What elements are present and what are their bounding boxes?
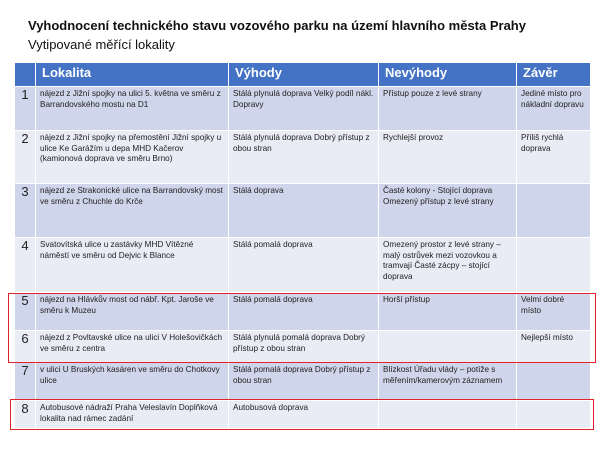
cell-lokalita: v ulici U Bruských kasáren ve směru do Chotkovy ulice — [36, 363, 229, 401]
table-row — [15, 363, 591, 401]
cell-zaver — [517, 238, 591, 293]
cell-lokalita: nájezd z Jižní spojky na přemostění Jižní spojky u ulice Ke Garážím u depa MHD Kačerov (kamionová doprava ve směru Brno) — [36, 131, 229, 184]
column-header-number — [15, 63, 36, 87]
column-header-nevyhody: Nevýhody — [379, 63, 517, 87]
row-number: 8 — [15, 401, 36, 429]
cell-nevyhody: Rychlejší provoz — [379, 131, 517, 184]
row-number: 6 — [15, 331, 36, 363]
cell-vyhody: Autobusová doprava — [229, 401, 379, 429]
cell-zaver: Nejlepší místo — [517, 331, 591, 363]
row-number: 2 — [15, 131, 36, 184]
cell-nevyhody: Blízkost Úřadu vlády – potíže s měřením/kamerovým záznamem — [379, 363, 517, 401]
cell-nevyhody: Přístup pouze z levé strany — [379, 87, 517, 131]
column-header-vyhody: Výhody — [229, 63, 379, 87]
table-row — [15, 238, 591, 293]
table-row — [15, 131, 591, 184]
row-number: 4 — [15, 238, 36, 293]
cell-lokalita: Svatovítská ulice u zastávky MHD Vítězné náměstí ve směru od Dejvic k Blance — [36, 238, 229, 293]
row-number: 7 — [15, 363, 36, 401]
cell-vyhody: Stálá pomalá doprava Dobrý přístup z obou stran — [229, 363, 379, 401]
cell-vyhody: Stálá plynulá doprava Dobrý přístup z obou stran — [229, 131, 379, 184]
highlight-box-rows-5-6 — [8, 293, 596, 363]
cell-lokalita: nájezd z Jižní spojky na ulici 5. května ve směru z Barrandovského mostu na D1 — [36, 87, 229, 131]
cell-zaver: Příliš rychlá doprava — [517, 131, 591, 184]
cell-vyhody: Stálá plynulá doprava Velký podíl nákl. Dopravy — [229, 87, 379, 131]
cell-zaver: Velmi dobré místo — [517, 293, 591, 331]
cell-lokalita: nájezd z Povltavské ulice na ulici V Holešovičkách ve směru z centra — [36, 331, 229, 363]
page-subtitle: Vytipované měřící lokality — [28, 37, 175, 52]
cell-zaver — [517, 184, 591, 238]
table-row — [15, 184, 591, 238]
highlight-box-row-8 — [10, 399, 594, 430]
cell-nevyhody: Horší přístup — [379, 293, 517, 331]
row-number: 5 — [15, 293, 36, 331]
locations-table — [14, 62, 591, 429]
cell-vyhody: Stálá doprava — [229, 184, 379, 238]
cell-lokalita: nájezd na Hlávkův most od nábř. Kpt. Jaroše ve směru k Muzeu — [36, 293, 229, 331]
cell-vyhody: Stálá pomalá doprava — [229, 238, 379, 293]
cell-vyhody: Stálá pomalá doprava — [229, 293, 379, 331]
column-header-zaver: Závěr — [517, 63, 591, 87]
cell-zaver — [517, 363, 591, 401]
row-number: 3 — [15, 184, 36, 238]
cell-zaver: Jediné místo pro nákladní dopravu — [517, 87, 591, 131]
table-header-row — [15, 63, 591, 87]
page-title: Vyhodnocení technického stavu vozového parku na území hlavního města Prahy — [28, 18, 526, 33]
cell-nevyhody: Omezený prostor z levé strany – malý ostrůvek mezi vozovkou a tramvají Časté zácpy – stojící doprava — [379, 238, 517, 293]
cell-nevyhody: Časté kolony - Stojící doprava Omezený přístup z levé strany — [379, 184, 517, 238]
cell-vyhody: Stálá plynulá pomalá doprava Dobrý přístup z obou stran — [229, 331, 379, 363]
cell-lokalita: Autobusové nádraží Praha Veleslavín Doplňková lokalita nad rámec zadání — [36, 401, 229, 429]
column-header-lokalita: Lokalita — [36, 63, 229, 87]
cell-lokalita: nájezd ze Strakonické ulice na Barrandovský most ve směru z Chuchle do Krče — [36, 184, 229, 238]
table-row — [15, 87, 591, 131]
row-number: 1 — [15, 87, 36, 131]
